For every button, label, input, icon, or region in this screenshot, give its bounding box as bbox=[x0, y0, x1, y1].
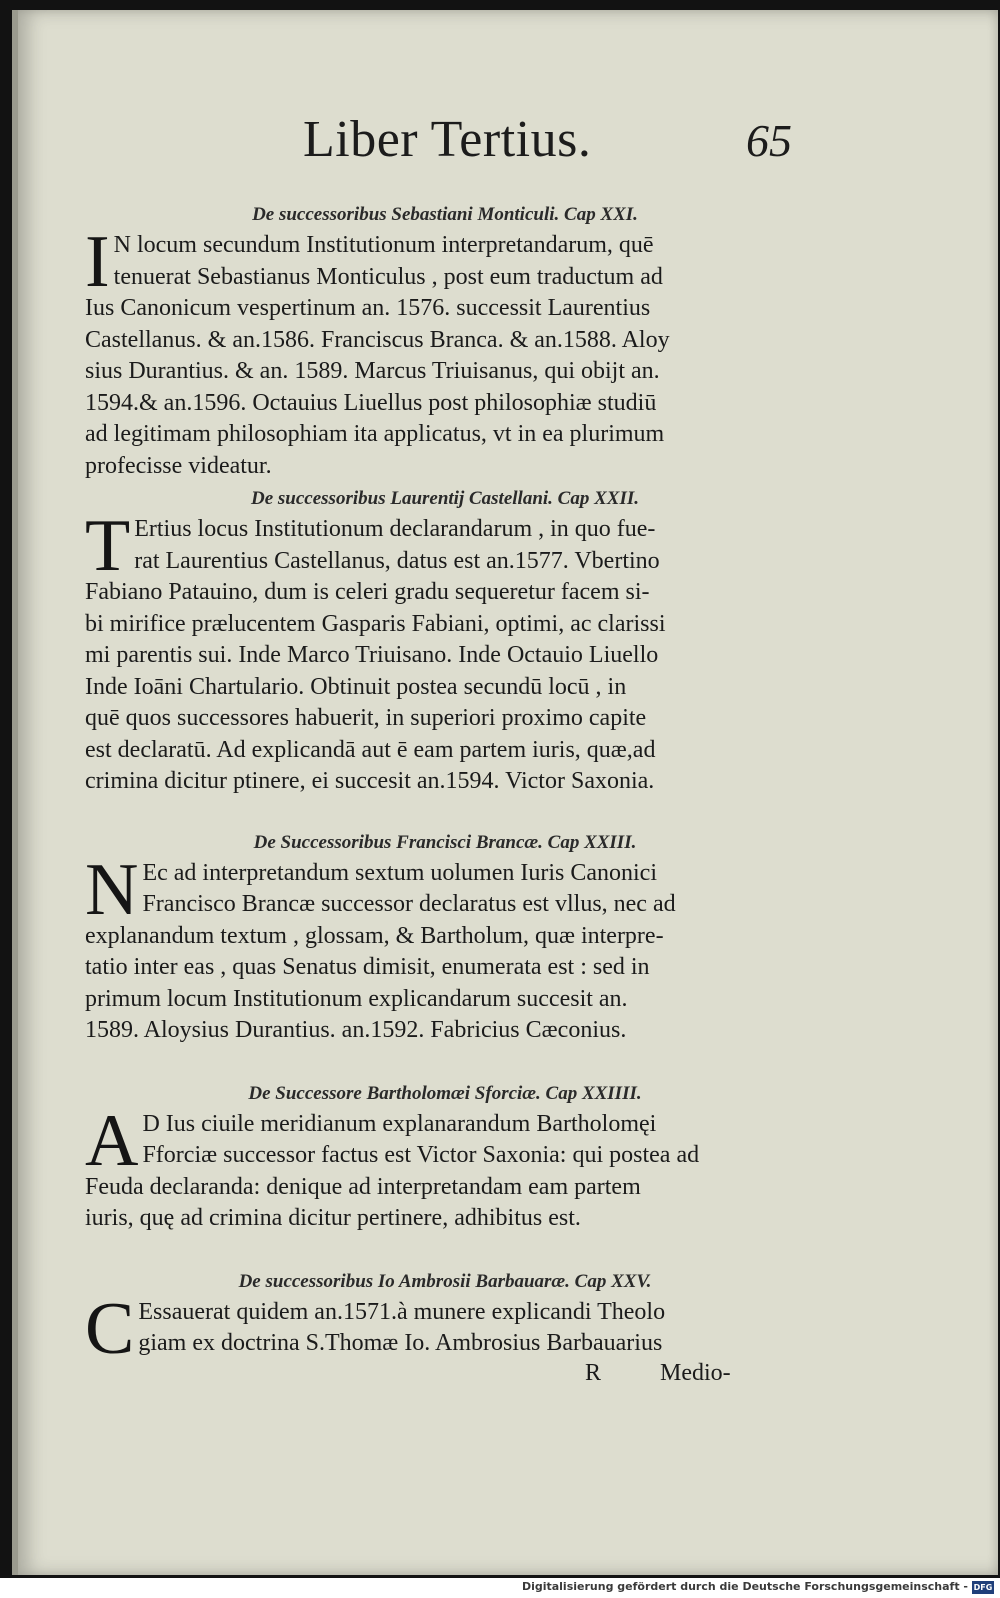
text-line: mi parentis sui. Inde Marco Triuisano. Inde Octauio Liuello bbox=[85, 642, 659, 668]
drop-cap: C bbox=[85, 1287, 135, 1370]
section bbox=[85, 484, 805, 798]
text-line: 1594.& an.1596. Octauius Liuellus post philosophiæ studiū bbox=[85, 389, 657, 416]
text-line: Ertius locus Institutionum declarandarum , in quo fue- bbox=[134, 516, 656, 542]
chapter-heading: De Successore Bartholomæi Sforciæ. Cap XXIIII. bbox=[248, 1082, 642, 1104]
section bbox=[85, 828, 805, 1047]
chapter-body bbox=[85, 1099, 805, 1235]
text-line: Fforciæ successor factus est Victor Saxonia: qui postea ad bbox=[142, 1142, 700, 1168]
text-line: quē quos successores habuerit, in superiori proximo capite bbox=[85, 705, 647, 731]
text-line: 1589. Aloysius Durantius. an.1592. Fabricius Cæconius. bbox=[85, 1017, 627, 1043]
funding-credit: Digitalisierung gefördert durch die Deutsche Forschungsgemeinschaft - bbox=[521, 1580, 968, 1593]
text-line: explanandum textum , glossam, & Bartholum, quæ interpre- bbox=[85, 922, 664, 949]
catchword: Medio- bbox=[660, 1359, 731, 1386]
paragraph bbox=[85, 221, 805, 482]
catchword-line bbox=[85, 1360, 805, 1392]
dfg-logo: DFG bbox=[973, 1583, 993, 1592]
chapter-heading: De successoribus Sebastiani Monticuli. Cap XXI. bbox=[252, 204, 638, 225]
text-line: tenuerat Sebastianus Monticulus , post eum traductum ad bbox=[113, 263, 663, 290]
text-line: iuris, quę ad crimina dicitur pertinere, adhibitus est. bbox=[85, 1205, 581, 1231]
paragraph bbox=[85, 1287, 805, 1370]
chapter-body bbox=[85, 505, 805, 798]
drop-cap: A bbox=[85, 1099, 139, 1182]
text-line: Ius Canonicum vespertinum an. 1576. successit Laurentius bbox=[85, 295, 651, 321]
chapter-heading: De successoribus Laurentij Castellani. Cap XXII. bbox=[251, 488, 639, 509]
text-line: tatio inter eas , quas Senatus dimisit, enumerata est : sed in bbox=[85, 954, 650, 980]
text-line: Fabiano Patauino, dum is celeri gradu sequeretur facem si- bbox=[85, 579, 650, 605]
text-line: Inde Ioāni Chartulario. Obtinuit postea secundū locū , in bbox=[85, 673, 627, 700]
chapter-heading: De successoribus Io Ambrosii Barbauaræ. Cap XXV. bbox=[238, 1270, 652, 1292]
signature-mark: R bbox=[585, 1359, 602, 1386]
text-line: est declaratū. Ad explicandā aut ē eam partem iuris, quæ,ad bbox=[85, 736, 656, 763]
section bbox=[85, 1267, 805, 1370]
text-line: D Ius ciuile meridianum explanarandum Bartholomęi bbox=[142, 1110, 657, 1137]
text-line: primum locum Institutionum explicandarum succesit an. bbox=[85, 985, 628, 1012]
chapter-body bbox=[85, 848, 805, 1047]
drop-cap: N bbox=[85, 848, 139, 931]
text-line: giam ex doctrina S.Thomæ Io. Ambrosius Barbauarius bbox=[138, 1330, 663, 1356]
drop-cap: T bbox=[85, 505, 131, 587]
text-line: rat Laurentius Castellanus, datus est an.1577. Vbertino bbox=[134, 547, 660, 574]
running-head bbox=[18, 110, 998, 180]
text-line: Feuda declaranda: denique ad interpretandam eam partem bbox=[85, 1173, 641, 1200]
text-line: Francisco Brancæ successor declaratus est vllus, nec ad bbox=[142, 891, 676, 917]
text-line: Ec ad interpretandum sextum uolumen Iuris Canonici bbox=[142, 859, 657, 886]
text-line: crimina dicitur ptinere, ei succesit an.1594. Victor Saxonia. bbox=[85, 768, 655, 794]
text-line: profecisse videatur. bbox=[85, 452, 272, 479]
page-number: 65 bbox=[746, 115, 792, 166]
footer-bar bbox=[0, 1578, 1000, 1598]
text-line: bi mirifice prælucentem Gasparis Fabiani, optimi, ac clarissi bbox=[85, 610, 666, 637]
running-title: Liber Tertius. bbox=[303, 111, 592, 168]
paragraph bbox=[85, 505, 805, 798]
text-line: N locum secundum Institutionum interpretandarum, quē bbox=[113, 232, 654, 258]
text-line: Castellanus. & an.1586. Franciscus Branca. & an.1588. Aloy bbox=[85, 326, 670, 353]
text-line: ad legitimam philosophiam ita applicatus, vt in ea plurimum bbox=[85, 421, 665, 447]
chapter-heading: De Successoribus Francisci Brancæ. Cap XXIII. bbox=[253, 831, 637, 853]
paragraph bbox=[85, 848, 805, 1047]
text-line: sius Durantius. & an. 1589. Marcus Triuisanus, qui obijt an. bbox=[85, 358, 660, 384]
text-block bbox=[85, 200, 805, 1392]
section bbox=[85, 1079, 805, 1235]
paragraph bbox=[85, 1099, 805, 1235]
chapter-body bbox=[85, 221, 805, 482]
section bbox=[85, 200, 805, 482]
drop-cap: I bbox=[85, 221, 110, 303]
text-line: Essauerat quidem an.1571.à munere explicandi Theolo bbox=[138, 1298, 666, 1325]
chapter-body bbox=[85, 1287, 805, 1370]
